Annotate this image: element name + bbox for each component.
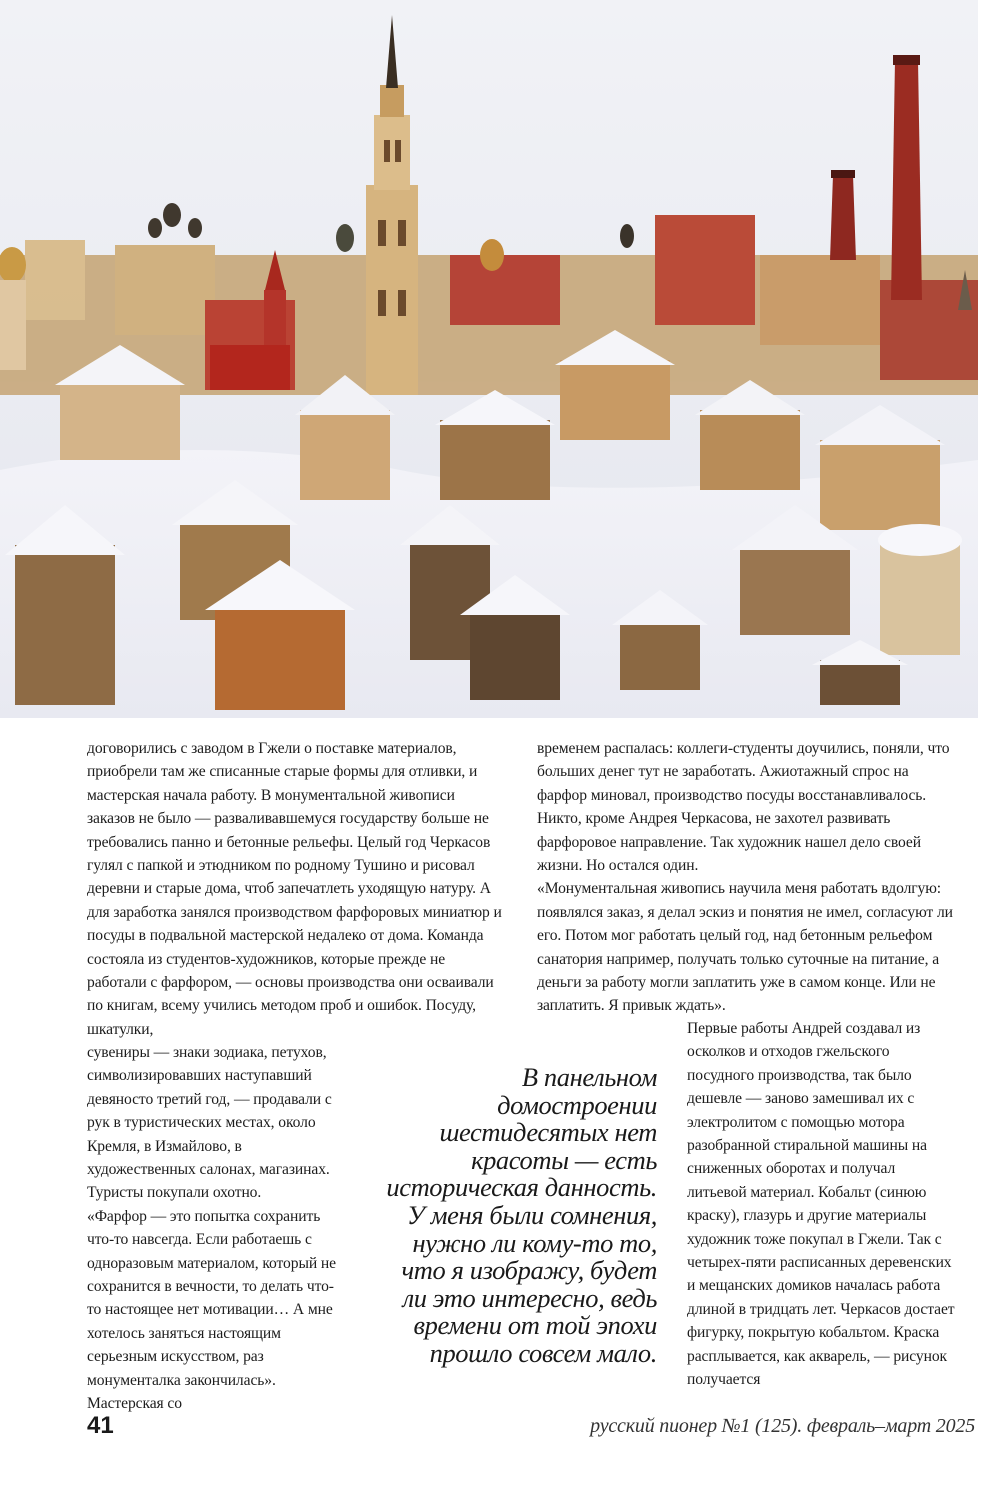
article-paragraph: сувениры — знаки зодиака, петухов, символизировавших наступавший девяносто третий год, — продавали с рук в туристических местах, около Кремля, в Измайлово, в художественных салонах, магазинах. Туристы покупали охотно.: [87, 1044, 332, 1202]
porcelain-town-photo: [0, 0, 978, 718]
article-column-left-top: [87, 737, 502, 1041]
issue-info: русский пионер №1 (125). февраль–март 2025: [590, 1415, 975, 1437]
article-paragraph: временем распалась: коллеги-студенты доучились, поняли, что больших денег тут не заработать. Ажиотажный спрос на фарфор миновал, производство посуды восстанавливалось. Никто, кроме Андрея Черкасова, не захотел развивать фарфоровое направление. Так художник нашел дело своей жизни. Но остался один.: [537, 740, 950, 875]
article-paragraph: «Монументальная живопись научила меня работать вдолгую: появлялся заказ, я делал эскиз и понятия не имел, согласуют ли его. Потом мог работать целый год, над бетонным рельефом санатория например, получать только суточные на питание, а деньги за работу могли заплатить уже в самом конце. Или не заплатить. Я привык ждать».: [537, 880, 953, 1015]
article-column-right-bottom: [687, 1017, 957, 1392]
kremlin-wall: [210, 345, 290, 390]
article-column-left-bottom: [87, 1041, 347, 1416]
pull-quote: [380, 1064, 657, 1368]
article-paragraph: «Фарфор — это попытка сохранить что-то навсегда. Если работаешь с одноразовым материалом, который не сохранится в вечности, то делать что-то настоящее нет мотивации… А мне хотелось заняться настоящим серьезным искусством, раз монументалка закончилась». Мастерская со: [87, 1207, 336, 1413]
page-number: 41: [87, 1412, 114, 1439]
article-paragraph: Первые работы Андрей создавал из осколков и отходов гжельского посудного производства, так было дешевле — заново замешивал их с электролитом с помощью мотора разобранной стиральной машины на сниженных оборотах и получал литьевой материал. Кобальт (синюю краску), глазурь и другие материалы художник тоже покупал в Гжели. Так с четырех-пяти расписанных деревенских и мещанских домиков началась работа длиной в тридцать лет. Черкасов достает фигурку, покрытую кобальтом. Краска расплывается, как акварель, — рисунок получается: [687, 1020, 955, 1389]
article-column-right-top: [537, 737, 957, 1018]
pull-quote-text: В панельном домостроении шестидесятых нет красоты — есть историческая данность. У меня были сомнения, нужно ли кому-то то, что я изображу, будет ли это интересно, ведь времени от той эпохи прошло совсем мало.: [386, 1062, 657, 1368]
article-paragraph: договорились с заводом в Гжели о поставке материалов, приобрели там же списанные старые формы для отливки, и мастерская начала работу. В монументальной живописи заказов не было — разваливавшемуся государству больше не требовались панно и бетонные рельефы. Целый год Черкасов гулял с папкой и этюдником по родному Тушино и рисовал деревни и старые дома, чтоб запечатлеть уходящую натуру. А для заработка занялся производством фарфоровых миниатюр и посуды в подвальной мастерской недалеко от дома. Команда состояла из студентов-художников, которые прежде не работали с фарфором, — основы производства они осваивали по книгам, всему учились методом проб и ошибок. Посуду, шкатулки,: [87, 740, 502, 1038]
